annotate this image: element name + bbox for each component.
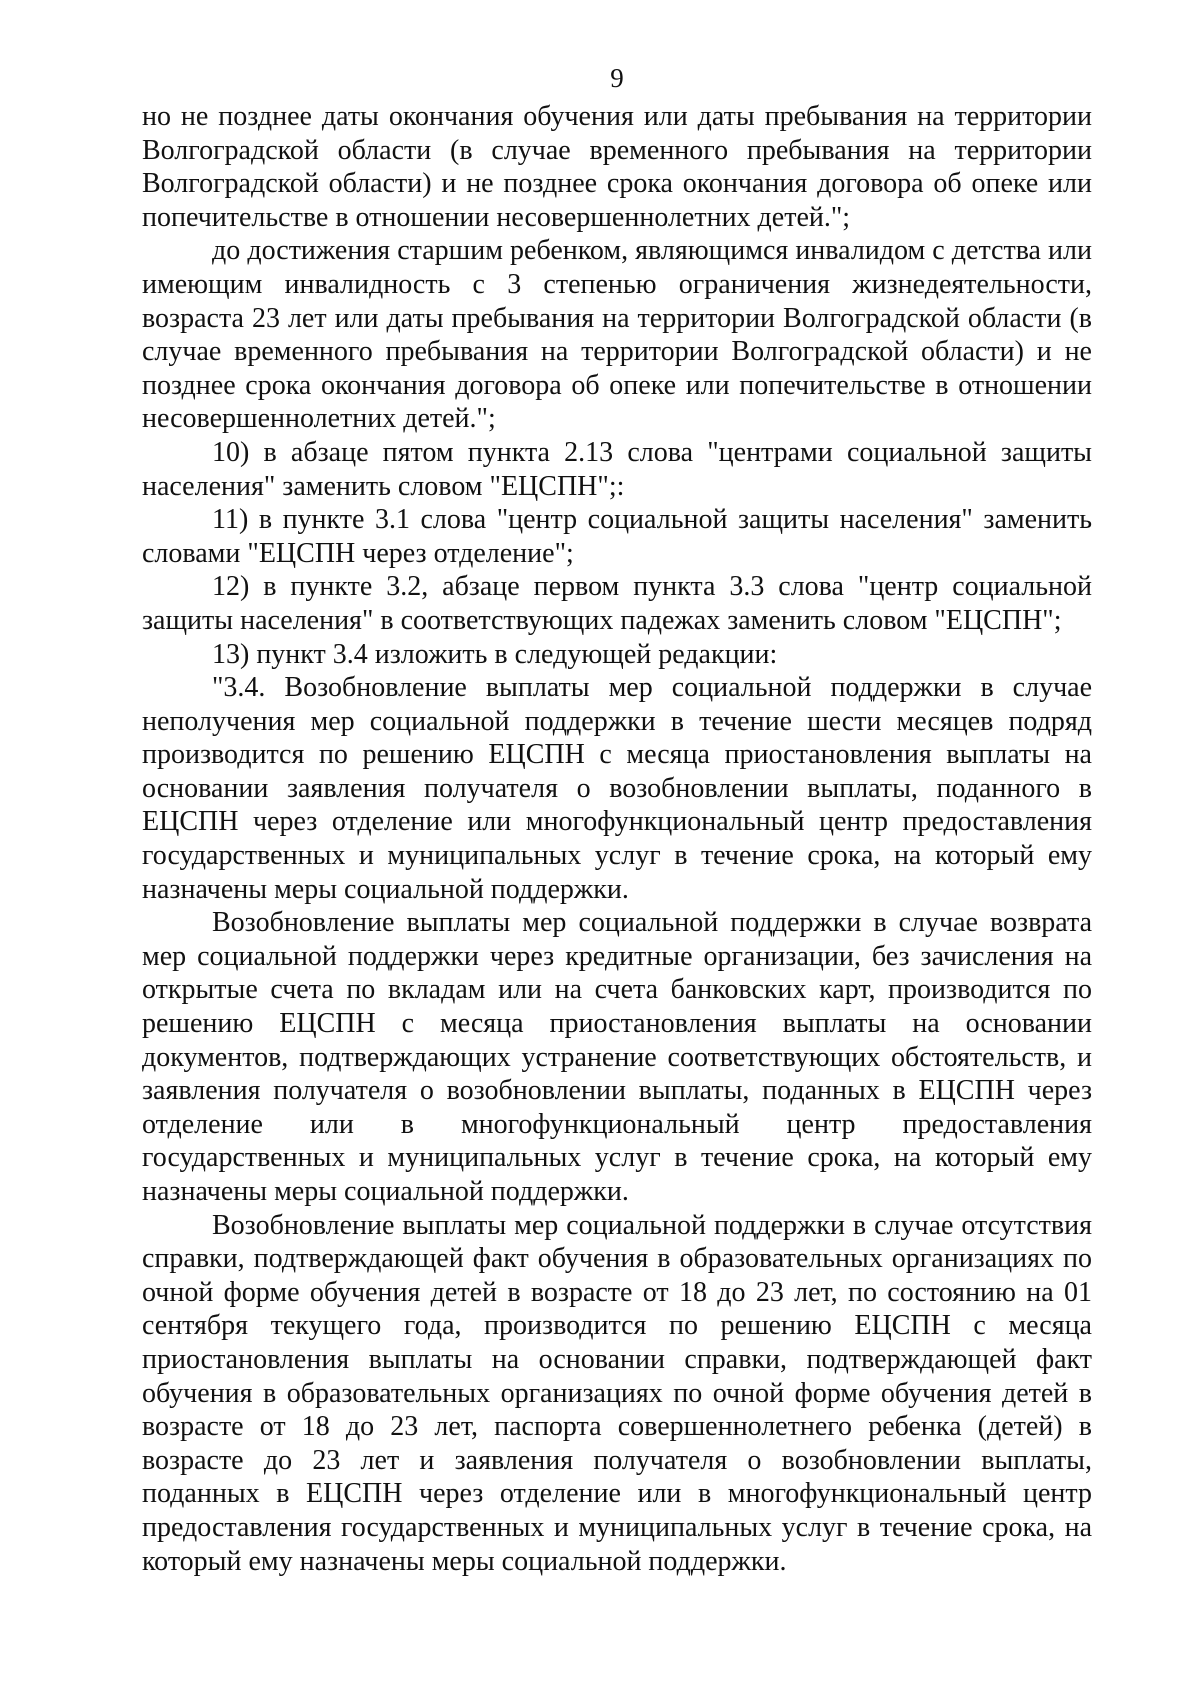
paragraph-item-11: 11) в пункте 3.1 слова "центр социальной защиты населения" заменить словами "ЕЦСПН через отделение"; [142,504,1092,569]
paragraph-disabled-child-clause: до достижения старшим ребенком, являющимся инвалидом с детства или имеющим инвалидность с 3 степенью ограничения жизнедеятельности, возраста 23 лет или даты пребывания на территории Волгоградской области (в случае временного пребывания на территории Волгоградской области) и не позднее срока окончания договора об опеке или попечительстве в отношении несовершеннолетних детей."; [142,235,1092,435]
paragraph-item-12: 12) в пункте 3.2, абзаце первом пункта 3.3 слова "центр социальной защиты населения" в соответствующих падежах заменить словом "ЕЦСПН"; [142,571,1092,636]
document-page [142,62,1092,1578]
paragraph-item-13: 13) пункт 3.4 изложить в следующей редакции: [212,638,778,670]
paragraph-resumption-education-certificate: Возобновление выплаты мер социальной поддержки в случае отсутствия справки, подтверждающей факт обучения в образовательных организациях по очной форме обучения детей в возрасте от 18 до 23 лет, по состоянию на 01 сентября текущего года, производится по решению ЕЦСПН с месяца приостановления выплаты на основании справки, подтверждающей факт обучения в образовательных организациях по очной форме обучения детей в возрасте от 18 до 23 лет, паспорта совершеннолетнего ребенка (детей) в возрасте до 23 лет и заявления получателя о возобновлении выплаты, поданных в ЕЦСПН через отделение или в многофункциональный центр предоставления государственных и муниципальных услуг в течение срока, на который ему назначены меры социальной поддержки. [142,1209,1092,1577]
paragraph-clause-3-4: "3.4. Возобновление выплаты мер социальной поддержки в случае неполучения мер социальной поддержки в течение шести месяцев подряд производится по решению ЕЦСПН с месяца приостановления выплаты на основании заявления получателя о возобновлении выплаты, поданного в ЕЦСПН через отделение или многофункциональный центр предоставления государственных и муниципальных услуг в течение срока, на который ему назначены меры социальной поддержки. [142,672,1092,905]
paragraph-item-10: 10) в абзаце пятом пункта 2.13 слова "центрами социальной защиты населения" заменить словом "ЕЦСПН";: [142,436,1092,502]
page-number: 9 [610,63,624,93]
paragraph-continuation: но не позднее даты окончания обучения или даты пребывания на территории Волгоградской области (в случае временного пребывания на территории Волгоградской области) и не позднее срока окончания договора об опеке или попечительстве в отношении несовершеннолетних детей."; [142,101,1092,233]
paragraph-resumption-credit-return: Возобновление выплаты мер социальной поддержки в случае возврата мер социальной поддержки через кредитные организации, без зачисления на открытые счета по вкладам или на счета банковских карт, производится по решению ЕЦСПН с месяца приостановления выплаты на основании документов, подтверждающих устранение соответствующих обстоятельств, и заявления получателя о возобновлении выплаты, поданных в ЕЦСПН через отделение или в многофункциональный центр предоставления государственных и муниципальных услуг в течение срока, на который ему назначены меры социальной поддержки. [142,907,1092,1207]
